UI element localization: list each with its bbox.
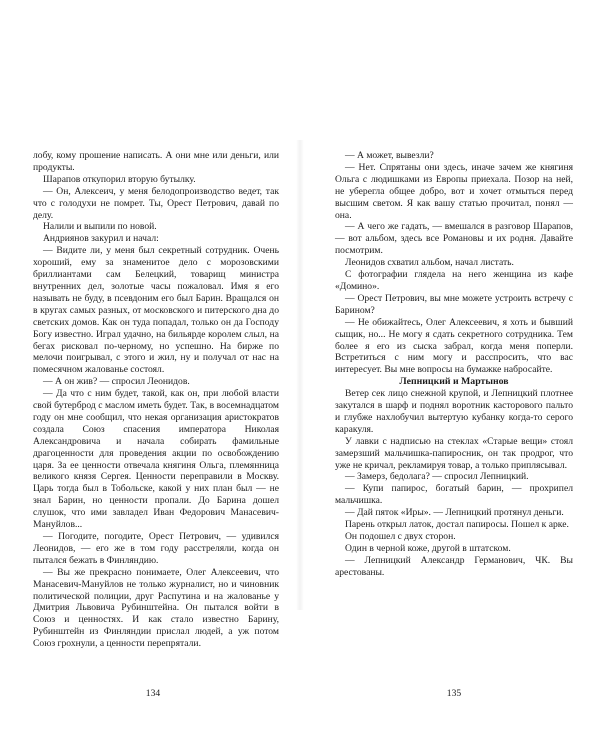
paragraph: Леонидов схватил альбом, начал листать. [345, 257, 514, 269]
paragraph: — Замерз, бедолага? — спросил Лепницкий. [345, 471, 529, 483]
paragraph: — Вы же прекрасно понимаете, Олег Алексеевич, что Манасевич-Мануйлов не только журналист, но и чиновник политической полиции, друг Распутина и на жалованье у Дмитрия Львовича Рубинштейна. Он пытался войти в Союз и ценностях. И как стало известно Барину, Рубинштейн из Финляндии прислал людей, а уж потом Союз грохнули, а ценности перепрятали. [33, 566, 279, 650]
paragraph: Парень открыл латок, достал папиросы. Пошел к арке. [345, 519, 569, 531]
paragraph: — Не обижайтесь, Олег Алексеевич, я хоть и бывший сыщик, но... Не могу я сдать секретного сотрудника. Тем более я его из сыска забрал, когда меня поперли. Встретиться с ним могу и расспросить, что вас интересует. Вы мне вопросы на бумажке набросайте. [335, 316, 573, 376]
paragraph: — А он жив? — спросил Леонидов. [43, 376, 190, 388]
page-number: 135 [446, 688, 462, 699]
paragraph: — Да что с ним будет, такой, как он, при любой власти свой бутерброд с маслом иметь будет. Так, в восемнадцатом году он мне сообщил, что некая организация аристократов создала Союз спасения императора Николая Александровича и начала собирать фамильные драгоценности для проведения акции по освобождению царя. За ее ценности отвечала княгиня Ольга, племянница великого князя Сергея. Ценности переправили в Москву. Царь тогда был в Тобольске, какой у них план был — не знал Барин, но ценности пропали. До Барина дошел слушок, что ими завладел Иван Федорович Манасевич-Мануйлов... [33, 388, 279, 531]
paragraph: — Погодите, погодите, Орест Петрович, — удивился Леонидов, — его же в том году расстреляли, когда он пытался бежать в Финляндию. [33, 531, 279, 566]
paragraph: Андриянов закурил и начал: [43, 233, 159, 245]
page-number: 134 [145, 688, 161, 699]
paragraph: — Орест Петрович, вы мне можете устроить встречу с Барином? [335, 292, 573, 316]
paragraph: Один в черной коже, другой в штатском. [345, 542, 511, 554]
paragraph: Налили и выпили по новой. [43, 221, 157, 233]
right-page-text [335, 150, 573, 579]
paragraph: лобу, кому прошение написать. А они мне или деньги, или продукты. [33, 150, 279, 173]
chapter-title: Лепницкий и Мартынов [399, 376, 509, 388]
paragraph: Шарапов откупорил вторую бутылку. [43, 173, 196, 185]
paragraph: Ветер сек лицо снежной крупой, и Лепницкий плотнее закутался в шарф и поднял воротник касторового пальто и глубже нахлобучил вытертую кубанку когда-то серого каракуля. [335, 388, 573, 435]
paragraph: — А чего же гадать, — вмешался в разговор Шарапов, — вот альбом, здесь все Романовы и их родня. Давайте посмотрим. [335, 221, 573, 257]
paragraph: — Купи папирос, богатый барин, — прохрипел мальчишка. [335, 483, 573, 507]
paragraph: — Нет. Спрятаны они здесь, иначе зачем же княгиня Ольга с людишками из Европы приехала. Позор на ней, не уберегла общее добро, вот и хочет отмыться перед высшим светом. Я как вашу статью прочитал, понял — она. [335, 161, 573, 221]
paragraph: — А может, вывезли? [345, 150, 434, 161]
paragraph: — Он, Алексеич, у меня белодопроизводство ведет, так что с голодухи не помрет. Ты, Орест Петрович, давай по делу. [33, 185, 279, 221]
paragraph: — Лепницкий Александр Германович, ЧК. Вы арестованы. [335, 554, 573, 578]
paragraph: У лавки с надписью на стеклах «Старые вещи» стоял замерзший мальчишка-папиросник, он так продрог, что уже не кричал, рекламируя товар, а только приплясывал. [335, 435, 573, 471]
paragraph: Он подошел с двух сторон. [345, 531, 456, 542]
left-page-text [33, 150, 279, 650]
paragraph: — Дай пяток «Иры». — Лепницкий протянул деньги. [345, 507, 564, 519]
paragraph: С фотографии глядела на него женщина из кафе «Домино». [335, 269, 573, 292]
paragraph: — Видите ли, у меня был секретный сотрудник. Очень хороший, ему за знаменитое дело с морозовскими бриллиантами сам Белецкий, товарищ министра внутренних дел, золотые часы пожаловал. Имя я его называть не буду, в псевдоним его был Барин. Вращался он в кругах самых разных, от московского и питерского дна до светских домов. Как он туда попадал, только он да Господу Богу известно. Играл удачно, на бильярде королем слыл, на бегах рисковал по-черному, но успешно. На бирже по мелочи поигрывал, с этого и жил, ну и получал от нас на помесячном жалованье состоял. [33, 245, 279, 376]
